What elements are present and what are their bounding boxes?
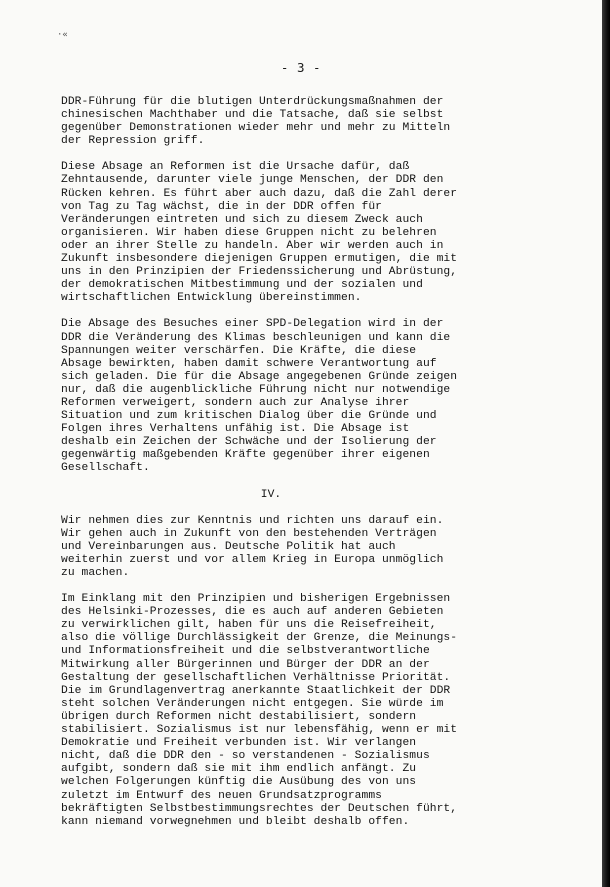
text-line: Mitwirkung aller Bürgerinnen und Bürger der DDR an der (61, 658, 430, 671)
text-line: der demokratischen Mitbestimmung und der sozialen und (61, 279, 423, 292)
text-line: des Helsinki-Prozesses, die es auch auf anderen Gebieten (61, 606, 444, 619)
paragraph (61, 96, 581, 148)
text-line: DDR-Führung für die blutigen Unterdrückungsmaßnahmen der (61, 96, 444, 108)
text-line: wirtschaftlichen Entwicklung übereinstimmen. (61, 292, 362, 305)
scan-edge (602, 0, 610, 887)
text-line: uns in den Prinzipien der Friedenssicherung und Abrüstung, (61, 266, 458, 279)
text-line: nur, daß die augenblickliche Führung nicht nur notwendige (61, 383, 451, 396)
paragraph (61, 593, 581, 829)
text-line: Spannungen weiter verschärfen. Die Kräfte, die diese (61, 344, 417, 357)
text-line: Folgen ihres Verhaltens unfähig ist. Die Absage ist (61, 423, 410, 436)
text-line: sich geladen. Die für die Absage angegebenen Gründe zeigen (61, 370, 458, 383)
text-line: übrigen durch Reformen nicht destabilisiert, sondern (61, 710, 417, 723)
scan-speck: ·« (57, 30, 68, 40)
text-line: weiterhin zuerst und vor allem Krieg in Europa unmöglich (61, 553, 444, 566)
text-line: zu machen. (61, 567, 130, 579)
text-line: chinesischen Machthaber und die Tatsache, daß sie selbst (61, 109, 444, 122)
section-heading: IV. (260, 488, 282, 501)
text-line: Diese Absage an Reformen ist die Ursache dafür, daß (61, 161, 410, 174)
text-line: und Informationsfreiheit und die selbstverantwortliche (61, 645, 430, 658)
page-number: - 3 - (280, 60, 322, 75)
text-line: nicht, daß die DDR den - so verstandenen - Sozialismus (61, 750, 430, 763)
text-line: Gesellschaft. (61, 462, 150, 475)
paragraph (61, 161, 581, 305)
paragraph (61, 515, 581, 580)
text-line: Rücken kehren. Es führt aber auch dazu, daß die Zahl derer (61, 187, 458, 200)
text-line: Demokratie und Freiheit verbunden ist. Wir verlangen (61, 737, 417, 750)
text-line: steht solchen Veränderungen nicht entgegen. Sie würde im (61, 697, 444, 710)
text-line: aufgibt, sondern daß sie mit ihm endlich anfängt. Zu (61, 763, 417, 776)
text-line: Die Absage des Besuches einer SPD-Delegation wird in der (61, 318, 444, 331)
text-line: oder an ihrer Stelle zu handeln. Aber wir werden auch in (61, 239, 444, 252)
text-line: Veränderungen eintreten und sich zu diesem Zweck auch (61, 213, 423, 226)
text-line: zuletzt im Entwurf des neuen Grundsatzprogramms (61, 789, 382, 802)
text-line: der Repression griff. (61, 135, 205, 148)
text-line: also die völlige Durchlässigkeit der Grenze, die Meinungs- (61, 632, 458, 645)
text-line: stabilisiert. Sozialismus ist nur lebensfähig, wenn er mit (61, 724, 458, 737)
text-line: Zehntausende, darunter viele junge Menschen, der DDR den (61, 174, 444, 187)
text-line: welchen Folgerungen künftig die Ausübung des von uns (61, 776, 417, 789)
text-line: Die im Grundlagenvertrag anerkannte Staatlichkeit der DDR (61, 684, 451, 697)
section-iv (61, 515, 581, 829)
text-line: zu verwirklichen gilt, haben für uns die Reisefreiheit, (61, 619, 437, 632)
text-line: Reformen verweigert, sondern auch zur Analyse ihrer (61, 396, 410, 409)
text-line: DDR die Veränderung des Klimas beschleunigen und kann die (61, 331, 451, 344)
text-line: Situation und zum kritischen Dialog über die Gründe und (61, 410, 437, 423)
paragraph (61, 318, 581, 475)
section-iii-continuation (61, 96, 581, 476)
text-line: Gestaltung der gesellschaftlichen Verhältnisse Priorität. (61, 671, 451, 684)
text-line: Wir gehen auch in Zukunft von den bestehenden Verträgen (61, 527, 437, 540)
text-line: organisieren. Wir haben diese Gruppen nicht zu belehren (61, 226, 437, 239)
text-line: und Vereinbarungen aus. Deutsche Politik hat auch (61, 540, 396, 553)
body-text (61, 96, 581, 842)
text-line: Wir nehmen dies zur Kenntnis und richten uns darauf ein. (61, 514, 444, 527)
text-line: Zukunft insbesondere diejenigen Gruppen ermutigen, die mit (61, 253, 458, 266)
text-line: gegenwärtig maßgebenden Kräfte gegenüber ihrer eigenen (61, 449, 430, 462)
text-line: kann niemand vorwegnehmen und bleibt deshalb offen. (61, 815, 410, 828)
text-line: Absage bewirkten, haben damit schwere Verantwortung auf (61, 357, 437, 370)
text-line: bekräftigten Selbstbestimmungsrechtes der Deutschen führt, (61, 802, 458, 815)
text-line: Im Einklang mit den Prinzipien und bisherigen Ergebnissen (61, 593, 451, 606)
text-line: von Tag zu Tag wächst, die in der DDR offen für (61, 200, 382, 213)
text-line: gegenüber Demonstrationen wieder mehr und mehr zu Mitteln (61, 122, 451, 135)
text-line: deshalb ein Zeichen der Schwäche und der Isolierung der (61, 436, 437, 449)
